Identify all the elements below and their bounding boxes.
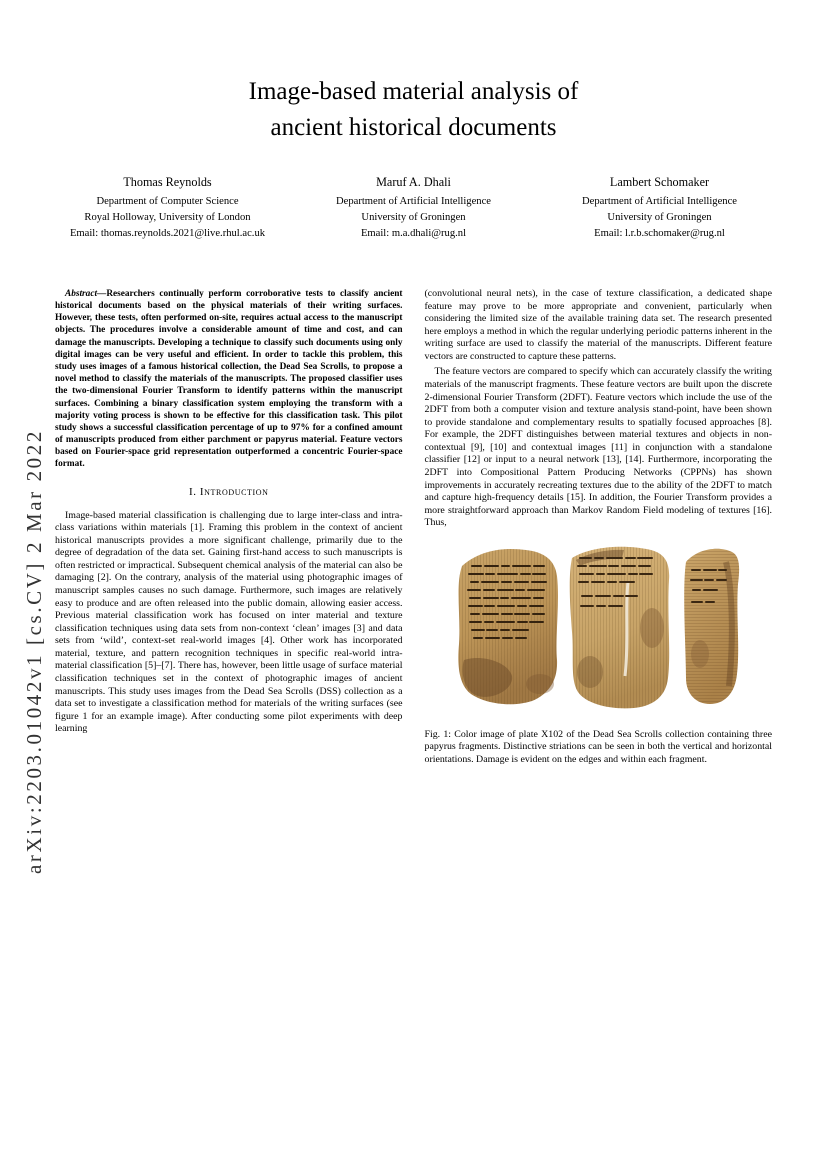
- author-email: Email: m.a.dhali@rug.nl: [360, 228, 467, 240]
- author-institution: University of Groningen: [361, 212, 466, 224]
- papyrus-fragments-illustration: [452, 544, 744, 714]
- left-column: [55, 288, 403, 767]
- author-name: Lambert Schomaker: [609, 175, 710, 189]
- two-column-body: [0, 288, 827, 767]
- author-institution: Royal Holloway, University of London: [84, 212, 251, 224]
- title-line-2: ancient historical documents: [270, 113, 557, 141]
- abstract-label: Abstract—: [65, 288, 107, 299]
- title-line-1: Image-based material analysis of: [248, 78, 579, 105]
- abstract-text: Researchers continually perform corroborative tests to classify ancient historical documents based on the physical materials of their writing surfaces. However, these tests, often performed on-site, requires actual access to the manuscript objects. The procedures involve a considerable amount of time and cost, and can damage the manuscripts. Developing a technique to classify such documents using only digital images can be very useful and efficient. In order to tackle this problem, this study uses images of a famous historical collection, the Dead Sea Scrolls, to propose a novel method to classify the materials of the manuscripts. The proposed classifier uses the two-dimensional Fourier Transform to identify patterns within the manuscript surfaces. Combining a binary classification system employing the transform with a majority voting process is shown to be effective for this classification task. This pilot study shows a successful classification percentage of up to 97% for a confined amount of manuscripts produced from either parchment or papyrus material. Feature vectors based on Fourier-space grid representation outperformed a concentric Fourier-space format.: [55, 288, 403, 470]
- author-name: Maruf A. Dhali: [376, 175, 451, 189]
- author-department: Department of Artificial Intelligence: [335, 196, 492, 208]
- figure-1: [425, 544, 773, 767]
- author-block-2: [293, 173, 535, 242]
- author-name: Thomas Reynolds: [123, 175, 212, 189]
- author-block-3: [539, 173, 781, 242]
- author-department: Department of Artificial Intelligence: [581, 196, 738, 208]
- papyrus-fragment-2: [570, 547, 669, 709]
- section-heading-introduction: I. Introduction: [188, 485, 269, 498]
- right-column: [425, 288, 773, 767]
- author-email: Email: thomas.reynolds.2021@live.rhul.ac.uk: [69, 228, 266, 240]
- papyrus-fragment-3: [684, 549, 739, 704]
- author-email: Email: l.r.b.schomaker@rug.nl: [594, 228, 725, 240]
- author-block-1: [47, 173, 289, 242]
- papyrus-fragment-1: [459, 549, 559, 704]
- intro-paragraph: Image-based material classification is challenging due to large inter-class and intra-class variations within materials [1]. Framing this problem in the context of ancient historical manuscripts provides a more significant challenge, primarily due to the degree of degradation of the data set. Gaining first-hand access to such manuscripts is often restricted or impractical. Subsequent chemical analysis of the material can also be damaging [2]. On the contrary, analysis of the material using photographic images of manuscript samples causes no such damage. Furthermore, such images are relatively easy to produce and are often released into the public domain, allowing easier access. Previous material classification work has focused on inter material and texture classification techniques using data sets from non-context ‘clean’ images [3] and data sets from ‘wild’, context-set real-world images [4]. Other work has incorporated material, texture, and pattern recognition techniques in specific real-world intra-material classification [5]–[7]. There has, however, been little usage of surface material classification techniques set in the context of photographic images of ancient manuscripts. This study uses images from the Dead Sea Scrolls (DSS) collection as a data set to investigate a classification method for materials of the writing surfaces (see figure 1 for an example image). After conducting some pilot experiments with deep learning: [55, 509, 403, 735]
- figure-1-caption: Fig. 1: Color image of plate X102 of the Dead Sea Scrolls collection containing three papyrus fragments. Distinctive striations can be seen in both the vertical and horizontal orientations. Damage is evident on the edges and within each fragment.: [424, 728, 772, 766]
- right-paragraph-2: The feature vectors are compared to specify which can accurately classify the writing materials of the manuscript fragments. These feature vectors are built upon the discrete 2-dimensional Fourier Transform (2DFT). Feature vectors which include the use of the 2DFT from both a computer vision and texture analysis stand-point, have been shown to provide standalone and complementary results to spatially focused approaches [8]. For example, the 2DFT distinguishes between material textures and objects in non-contextual [9], [10] and contextual images [11] in conjunction with a standalone classifier [12] or input to a neural network [13], [14]. Furthermore, incorporating the 2DFT into Compositional Pattern Producing Networks (CPPNs) has shown improvements in accurately recreating textures due to the ability of the 2DFT to match and capture high-frequency details [15]. In addition, the Fourier Transform provides a more straightforward approach than Markov Random Field modeling of textures [16]. Thus,: [424, 366, 772, 529]
- arxiv-stamp: arXiv:2203.01042v1 [cs.CV] 2 Mar 2022: [22, 429, 46, 874]
- author-institution: University of Groningen: [607, 212, 712, 224]
- right-paragraph-1: (convolutional neural nets), in the case of texture classification, a dedicated shape feature may prove to be more appropriate and convenient, particularly when considering the limited size of the available training data set. The research presented here employs a method in which the regular underlying periodic patterns inherent in the writing surface are used to classify the material of the manuscripts. Different feature vectors are constructed to capture these patterns.: [424, 287, 772, 362]
- paper-title: [0, 74, 827, 145]
- papyrus-plate-photo: [452, 544, 744, 719]
- author-block-row: [0, 173, 827, 242]
- author-department: Department of Computer Science: [96, 196, 239, 208]
- abstract-paragraph: [55, 288, 403, 471]
